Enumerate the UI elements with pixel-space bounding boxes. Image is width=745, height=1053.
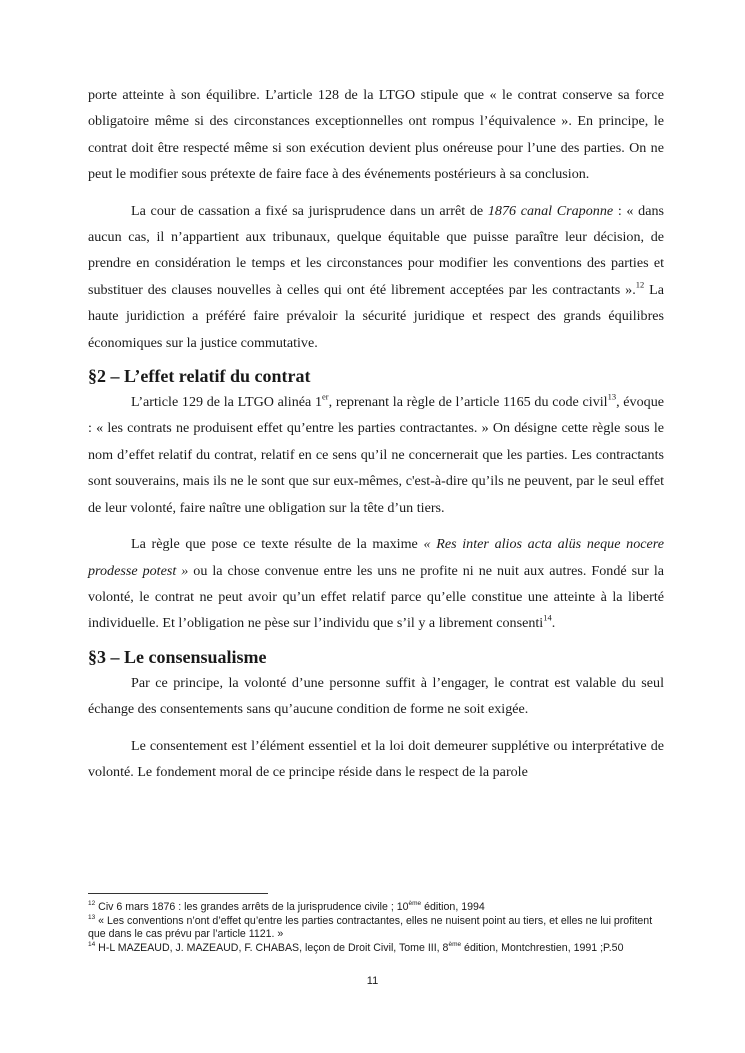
paragraph-article-129: [88, 389, 664, 521]
superscript-eme: ème: [448, 940, 462, 948]
footnote-13: [88, 915, 668, 942]
footnote-number: 14: [88, 940, 96, 948]
footnote-text: H-L MAZEAUD, J. MAZEAUD, F. CHABAS, leçon de Droit Civil, Tome III, 8: [95, 941, 449, 954]
superscript-er: er: [322, 391, 329, 402]
text-segment: : « dans aucun cas, il n’appartient aux tribunaux, quelque équitable que puisse paraître leur décision, de prendre en considération le temps et les circonstances pour modifier les conventions des parties et substituer des clauses nouvelles à celles qui ont été librement acceptées par les contractants ».: [88, 202, 665, 298]
text-segment: , évoque : « les contrats ne produisent effet qu’entre les parties contractantes. » On désigne cette règle sous le nom d’effet relatif du contrat, relatif en ce sens qu’il ne concernerait que les parties. Les contractants sont souverains, mais ils ne le sont que sur eux-mêmes, c'est-à-dire qu’ils ne peuvent, par le seul effet de leur volonté, faire naître une obligation sur la tête d’un tiers.: [88, 394, 665, 516]
footnote-12: [88, 901, 668, 915]
footnote-separator: [88, 893, 268, 894]
footnote-14: [88, 942, 668, 956]
latin-maxim: « Res inter alios acta alüs neque nocere prodesse potest »: [88, 536, 664, 579]
text-segment: L’article 129 de la LTGO alinéa 1: [131, 394, 323, 411]
footnote-text: « Les conventions n’ont d’effet qu’entre les parties contractantes, elles ne nuisent point au tiers, et elles ne lui profitent que dans le cas prévu par l’article 1121. »: [88, 914, 653, 941]
footnote-ref-13[interactable]: 13: [607, 391, 617, 402]
footnote-ref-14[interactable]: 14: [543, 612, 552, 623]
paragraph-consentement: Le consentement est l’élément essentiel et la loi doit demeurer supplétive ou interprétative de volonté. Le fondement moral de ce principe réside dans le respect de la parole: [88, 737, 664, 780]
section-heading-consensualisme: §3 – Le consensualisme: [88, 646, 267, 667]
paragraph-maxime: [88, 531, 664, 637]
footnote-number: 12: [88, 899, 96, 907]
text-segment: La haute juridiction a préféré faire prévaloir la sécurité juridique et respect des grands équilibres économiques sur la justice commutative.: [88, 281, 664, 351]
superscript-eme: ème: [408, 899, 422, 907]
footnote-number: 13: [88, 913, 96, 921]
footnote-text: édition, 1994: [421, 901, 485, 913]
text-segment: La cour de cassation a fixé sa jurisprudence dans un arrêt de: [131, 202, 488, 219]
text-segment: .: [551, 615, 556, 632]
paragraph-force-obligatoire: porte atteinte à son équilibre. L’article 128 de la LTGO stipule que « le contrat conserve sa force obligatoire même si des circonstances exceptionnelles ont rompus l’équivalence ». En principe, le contrat doit être respecté même si son exécution devient plus onéreuse pour l’une des parties. On ne peut le modifier sous prétexte de faire face à des événements postérieurs à sa conclusion.: [88, 87, 664, 183]
text-segment: ou la chose convenue entre les uns ne profite ni ne nuit aux autres. Fondé sur la volonté, le contrat ne peut avoir qu’un effet relatif parce qu’elle constitue une atteinte à la liberté individuelle. Et l’obligation ne pèse sur l’individu que s’il y a librement consenti: [88, 562, 665, 632]
text-segment: La règle que pose ce texte résulte de la maxime: [131, 536, 424, 553]
footnote-ref-12[interactable]: 12: [635, 279, 645, 290]
paragraph-cour-de-cassation: [88, 198, 664, 356]
text-segment: , reprenant la règle de l’article 1165 du code civil: [328, 394, 608, 411]
page-number: 11: [366, 975, 379, 987]
footnote-text: Civ 6 mars 1876 : les grandes arrêts de la jurisprudence civile ; 10: [95, 901, 409, 913]
footnote-text: édition, Montchrestien, 1991 ;P.50: [461, 941, 624, 954]
paragraph-principe: Par ce principe, la volonté d’une personne suffit à l’engager, le contrat est valable du seul échange des consentements sans qu’aucune condition de forme ne soit exigée.: [88, 674, 664, 718]
footnotes-section: [88, 893, 668, 955]
case-name: 1876 canal Craponne: [487, 202, 614, 219]
section-heading-effet-relatif: §2 – L’effet relatif du contrat: [88, 366, 311, 387]
